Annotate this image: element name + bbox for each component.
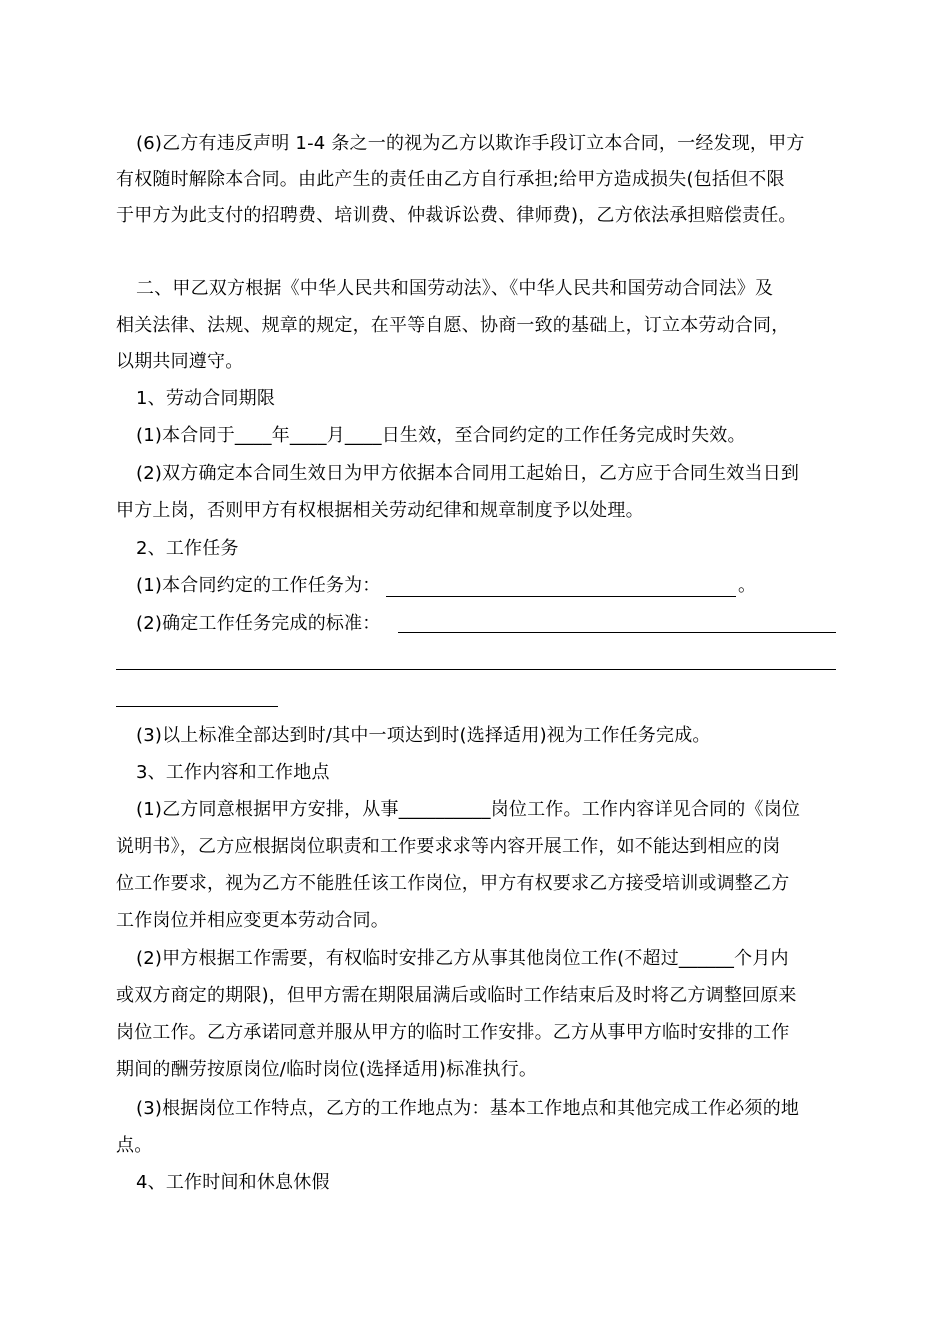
clause-heading: 3、工作内容和工作地点 — [136, 762, 330, 783]
paragraph-line: 点。 — [116, 1135, 153, 1156]
clause-item: (2)确定工作任务完成的标准： — [136, 613, 381, 634]
section-heading: 二、甲乙双方根据《中华人民共和国劳动法》、《中华人民共和国劳动合同法》及 — [136, 278, 774, 299]
blank-fill-line — [116, 669, 836, 670]
clause-heading: 4、工作时间和休息休假 — [136, 1172, 330, 1193]
paragraph-line: 以期共同遵守。 — [116, 351, 244, 372]
paragraph-line: 相关法律、法规、规章的规定，在平等自愿、协商一致的基础上，订立本劳动合同， — [116, 315, 790, 336]
paragraph-line: 工作岗位并相应变更本劳动合同。 — [116, 910, 389, 931]
blank-fill-line — [116, 706, 278, 707]
paragraph-line: 位工作要求，视为乙方不能胜任该工作岗位，甲方有权要求乙方接受培训或调整乙方 — [116, 873, 790, 894]
paragraph-line: 岗位工作。乙方承诺同意并服从甲方的临时工作安排。乙方从事甲方临时安排的工作 — [116, 1022, 790, 1043]
paragraph-line: 有权随时解除本合同。由此产生的责任由乙方自行承担;给甲方造成损失(包括但不限 — [116, 169, 785, 190]
blank-fill-line — [398, 632, 836, 633]
blank-fill-line — [386, 596, 736, 597]
paragraph-line: 期间的酬劳按原岗位/临时岗位(选择适用)标准执行。 — [116, 1059, 538, 1080]
clause-item: (1)本合同于____年____月____日生效，至合同约定的工作任务完成时失效。 — [136, 425, 746, 446]
paragraph-line: 或双方商定的期限)，但甲方需在期限届满后或临时工作结束后及时将乙方调整回原来 — [116, 985, 797, 1006]
paragraph-line: 甲方上岗，否则甲方有权根据相关劳动纪律和规章制度予以处理。 — [116, 500, 644, 521]
clause-end-mark: 。 — [738, 575, 757, 596]
clause-item: (1)本合同约定的工作任务为： — [136, 575, 381, 596]
clause-item: (3)以上标准全部达到时/其中一项达到时(选择适用)视为工作任务完成。 — [136, 725, 711, 746]
paragraph-line: 说明书》，乙方应根据岗位职责和工作要求求等内容开展工作，如不能达到相应的岗 — [116, 836, 781, 857]
paragraph-line: (6)乙方有违反声明 1-4 条之一的视为乙方以欺诈手段订立本合同，一经发现，甲方 — [136, 133, 805, 154]
clause-item: (2)甲方根据工作需要，有权临时安排乙方从事其他岗位工作(不超过______个月内 — [136, 948, 789, 969]
clause-heading: 1、劳动合同期限 — [136, 388, 276, 409]
clause-item: (3)根据岗位工作特点，乙方的工作地点为：基本工作地点和其他完成工作必须的地 — [136, 1098, 800, 1119]
clause-item: (1)乙方同意根据甲方安排，从事__________岗位工作。工作内容详见合同的《岗位 — [136, 799, 801, 820]
paragraph-line: 于甲方为此支付的招聘费、培训费、仲裁诉讼费、律师费)，乙方依法承担赔偿责任。 — [116, 205, 797, 226]
clause-item: (2)双方确定本合同生效日为甲方依据本合同用工起始日，乙方应于合同生效当日到 — [136, 463, 800, 484]
clause-heading: 2、工作任务 — [136, 538, 239, 559]
